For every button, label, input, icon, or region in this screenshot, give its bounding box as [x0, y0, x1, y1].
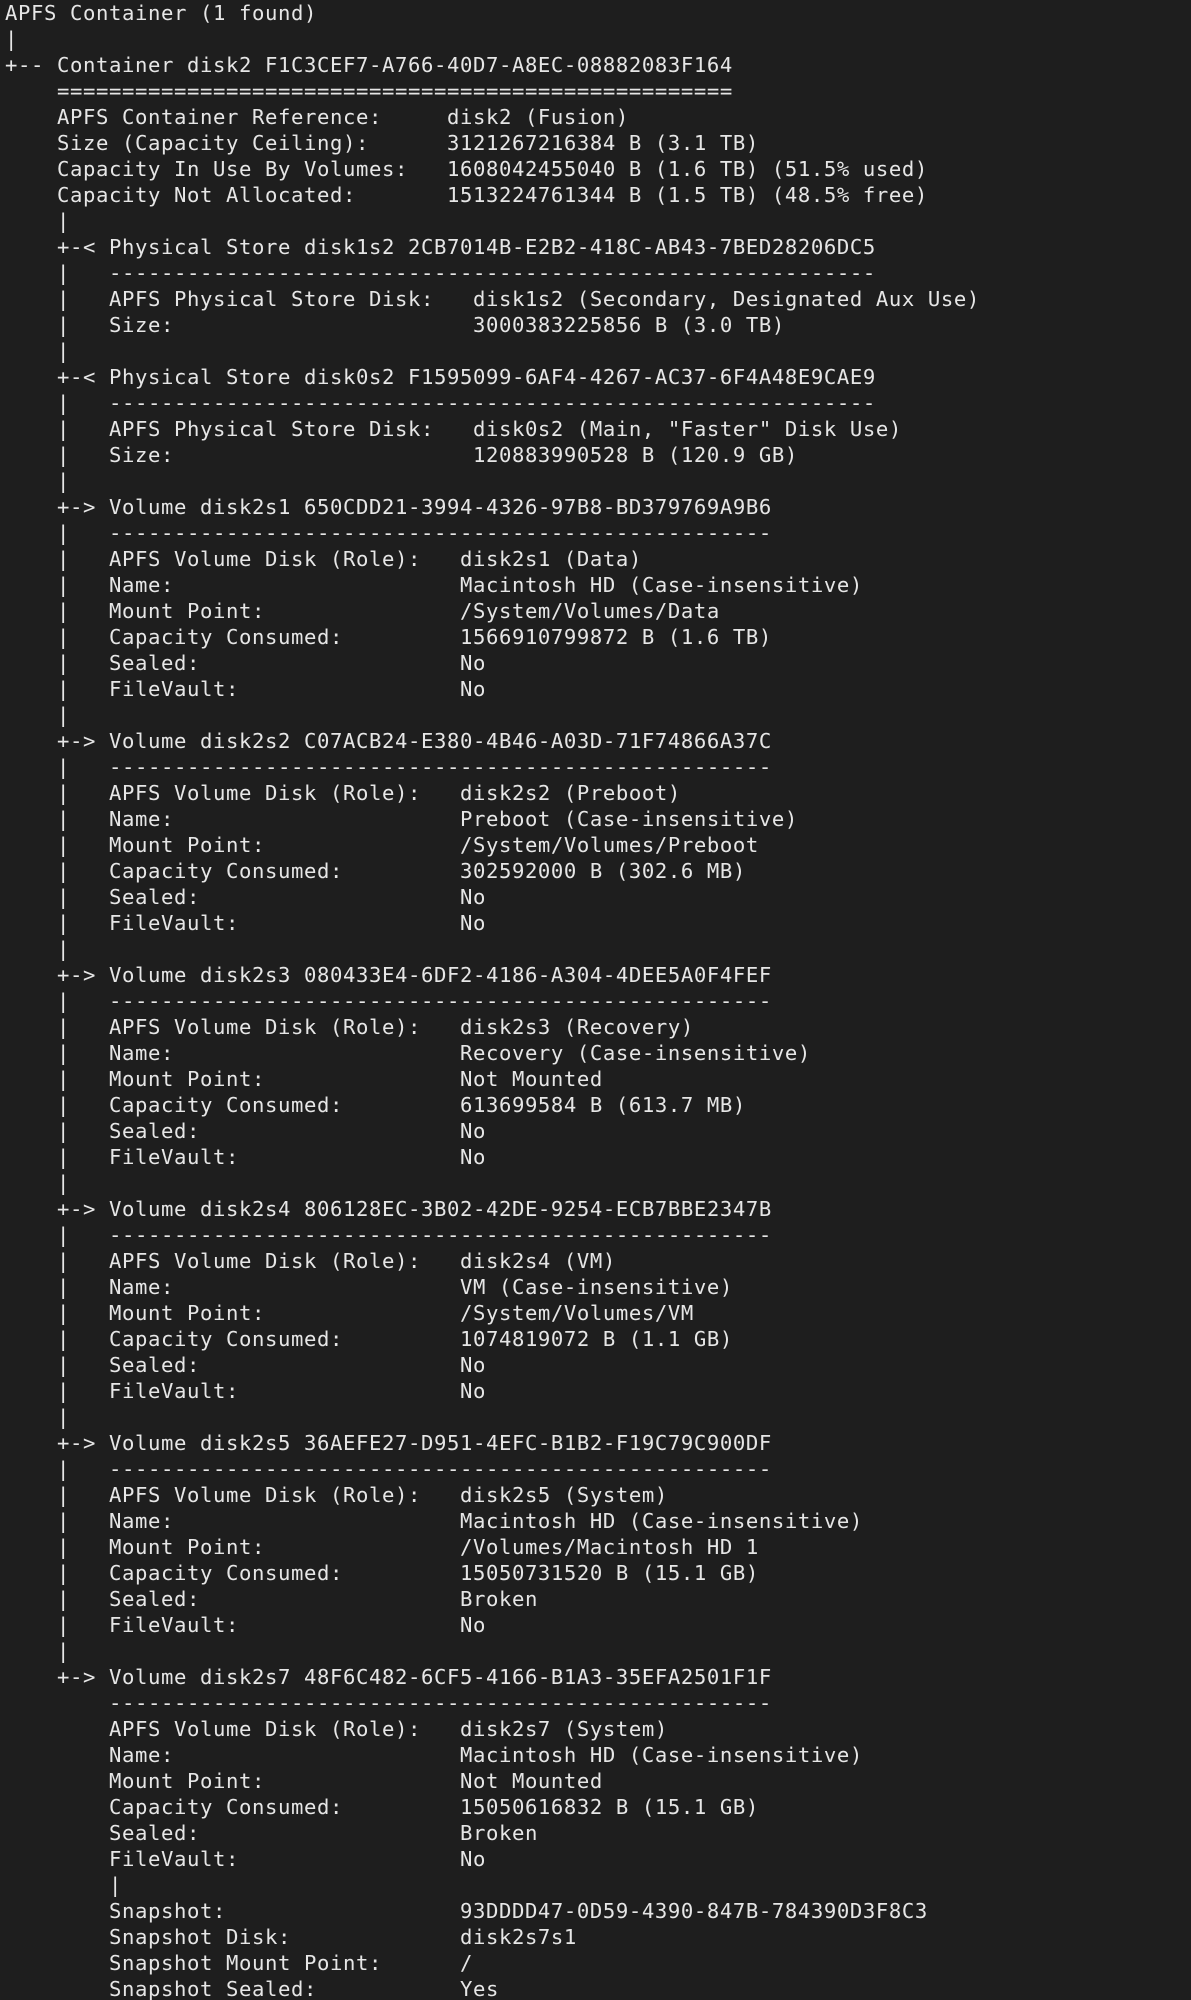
terminal-line: Snapshot Sealed: Yes	[5, 1977, 499, 2000]
terminal-line: |	[5, 937, 70, 961]
terminal-line: | Mount Point: /Volumes/Macintosh HD 1	[5, 1535, 759, 1559]
terminal-line: | Capacity Consumed: 15050731520 B (15.1 GB)	[5, 1561, 759, 1585]
terminal-line: | Size: 120883990528 B (120.9 GB)	[5, 443, 798, 467]
terminal-line: | Size: 3000383225856 B (3.0 TB)	[5, 313, 785, 337]
terminal-line: | APFS Volume Disk (Role): disk2s2 (Preboot)	[5, 781, 681, 805]
terminal-line: | APFS Volume Disk (Role): disk2s4 (VM)	[5, 1249, 616, 1273]
terminal-line: APFS Container (1 found)	[5, 1, 317, 25]
terminal-line: | FileVault: No	[5, 1145, 486, 1169]
terminal-line: +-> Volume disk2s4 806128EC-3B02-42DE-9254-ECB7BBE2347B	[5, 1197, 772, 1221]
terminal-line: |	[5, 1873, 122, 1897]
terminal-line: | FileVault: No	[5, 1613, 486, 1637]
terminal-line: | APFS Volume Disk (Role): disk2s3 (Recovery)	[5, 1015, 694, 1039]
terminal-line: | Mount Point: Not Mounted	[5, 1067, 603, 1091]
terminal-line: +-> Volume disk2s3 080433E4-6DF2-4186-A304-4DEE5A0F4FEF	[5, 963, 772, 987]
terminal-line: | FileVault: No	[5, 677, 486, 701]
terminal-line: |	[5, 209, 70, 233]
terminal-line: +-< Physical Store disk0s2 F1595099-6AF4-4267-AC37-6F4A48E9CAE9	[5, 365, 876, 389]
terminal-line: +-> Volume disk2s5 36AEFE27-D951-4EFC-B1B2-F19C79C900DF	[5, 1431, 772, 1455]
terminal-line: | Capacity Consumed: 613699584 B (613.7 MB)	[5, 1093, 746, 1117]
terminal-line: Capacity In Use By Volumes: 1608042455040 B (1.6 TB) (51.5% used)	[5, 157, 928, 181]
terminal-line: | APFS Physical Store Disk: disk0s2 (Main, "Faster" Disk Use)	[5, 417, 902, 441]
terminal-line: |	[5, 1405, 70, 1429]
terminal-line: | Mount Point: /System/Volumes/VM	[5, 1301, 694, 1325]
terminal-line: Capacity Not Allocated: 1513224761344 B (1.5 TB) (48.5% free)	[5, 183, 928, 207]
terminal-line: |	[5, 469, 70, 493]
terminal-line: | Name: Recovery (Case-insensitive)	[5, 1041, 811, 1065]
terminal-line: APFS Volume Disk (Role): disk2s7 (System)	[5, 1717, 668, 1741]
terminal-line: | Name: VM (Case-insensitive)	[5, 1275, 733, 1299]
terminal-line: | Sealed: No	[5, 1353, 486, 1377]
terminal-line: | Capacity Consumed: 1074819072 B (1.1 GB)	[5, 1327, 733, 1351]
terminal-line: Capacity Consumed: 15050616832 B (15.1 GB)	[5, 1795, 759, 1819]
terminal-line: +-> Volume disk2s7 48F6C482-6CF5-4166-B1A3-35EFA2501F1F	[5, 1665, 772, 1689]
terminal-line: | APFS Volume Disk (Role): disk2s5 (System)	[5, 1483, 668, 1507]
terminal-line: | Name: Macintosh HD (Case-insensitive)	[5, 1509, 863, 1533]
terminal-line: | APFS Physical Store Disk: disk1s2 (Secondary, Designated Aux Use)	[5, 287, 980, 311]
terminal-line: +-> Volume disk2s1 650CDD21-3994-4326-97B8-BD379769A9B6	[5, 495, 772, 519]
terminal-line: |	[5, 339, 70, 363]
terminal-line: | Sealed: No	[5, 651, 486, 675]
terminal-line: |	[5, 1171, 70, 1195]
terminal-line: | ---------------------------------------------------	[5, 989, 772, 1013]
terminal-line: | -----------------------------------------------------------	[5, 261, 876, 285]
terminal-line: Snapshot Disk: disk2s7s1	[5, 1925, 577, 1949]
terminal-line: +-< Physical Store disk1s2 2CB7014B-E2B2-418C-AB43-7BED28206DC5	[5, 235, 876, 259]
terminal-line: | ---------------------------------------------------	[5, 755, 772, 779]
terminal-line: ---------------------------------------------------	[5, 1691, 772, 1715]
terminal-line: | Sealed: No	[5, 1119, 486, 1143]
terminal-line: | Mount Point: /System/Volumes/Preboot	[5, 833, 759, 857]
terminal-line: |	[5, 27, 18, 51]
terminal-line: |	[5, 703, 70, 727]
terminal-line: +-- Container disk2 F1C3CEF7-A766-40D7-A8EC-08882083F164	[5, 53, 733, 77]
terminal-line: | Name: Preboot (Case-insensitive)	[5, 807, 798, 831]
terminal-line: | Capacity Consumed: 302592000 B (302.6 MB)	[5, 859, 746, 883]
terminal-line: ====================================================	[5, 79, 733, 103]
terminal-line: | APFS Volume Disk (Role): disk2s1 (Data)	[5, 547, 642, 571]
terminal-line: | Name: Macintosh HD (Case-insensitive)	[5, 573, 863, 597]
terminal-line: | FileVault: No	[5, 911, 486, 935]
terminal-line: | Capacity Consumed: 1566910799872 B (1.6 TB)	[5, 625, 772, 649]
terminal-line: APFS Container Reference: disk2 (Fusion)	[5, 105, 629, 129]
terminal-line: | ---------------------------------------------------	[5, 521, 772, 545]
terminal-line: | ---------------------------------------------------	[5, 1223, 772, 1247]
terminal-line: +-> Volume disk2s2 C07ACB24-E380-4B46-A03D-71F74866A37C	[5, 729, 772, 753]
terminal-line: Snapshot: 93DDDD47-0D59-4390-847B-784390D3F8C3	[5, 1899, 928, 1923]
terminal-line: Name: Macintosh HD (Case-insensitive)	[5, 1743, 863, 1767]
terminal-line: | Mount Point: /System/Volumes/Data	[5, 599, 720, 623]
terminal-line: FileVault: No	[5, 1847, 486, 1871]
terminal-line: | Sealed: Broken	[5, 1587, 538, 1611]
terminal-line: Sealed: Broken	[5, 1821, 538, 1845]
terminal-line: | Sealed: No	[5, 885, 486, 909]
terminal-line: | FileVault: No	[5, 1379, 486, 1403]
terminal-line: Snapshot Mount Point: /	[5, 1951, 473, 1975]
terminal-line: | -----------------------------------------------------------	[5, 391, 876, 415]
terminal-line: |	[5, 1639, 70, 1663]
terminal-line: Mount Point: Not Mounted	[5, 1769, 603, 1793]
terminal-line: Size (Capacity Ceiling): 3121267216384 B (3.1 TB)	[5, 131, 759, 155]
terminal-line: | ---------------------------------------------------	[5, 1457, 772, 1481]
